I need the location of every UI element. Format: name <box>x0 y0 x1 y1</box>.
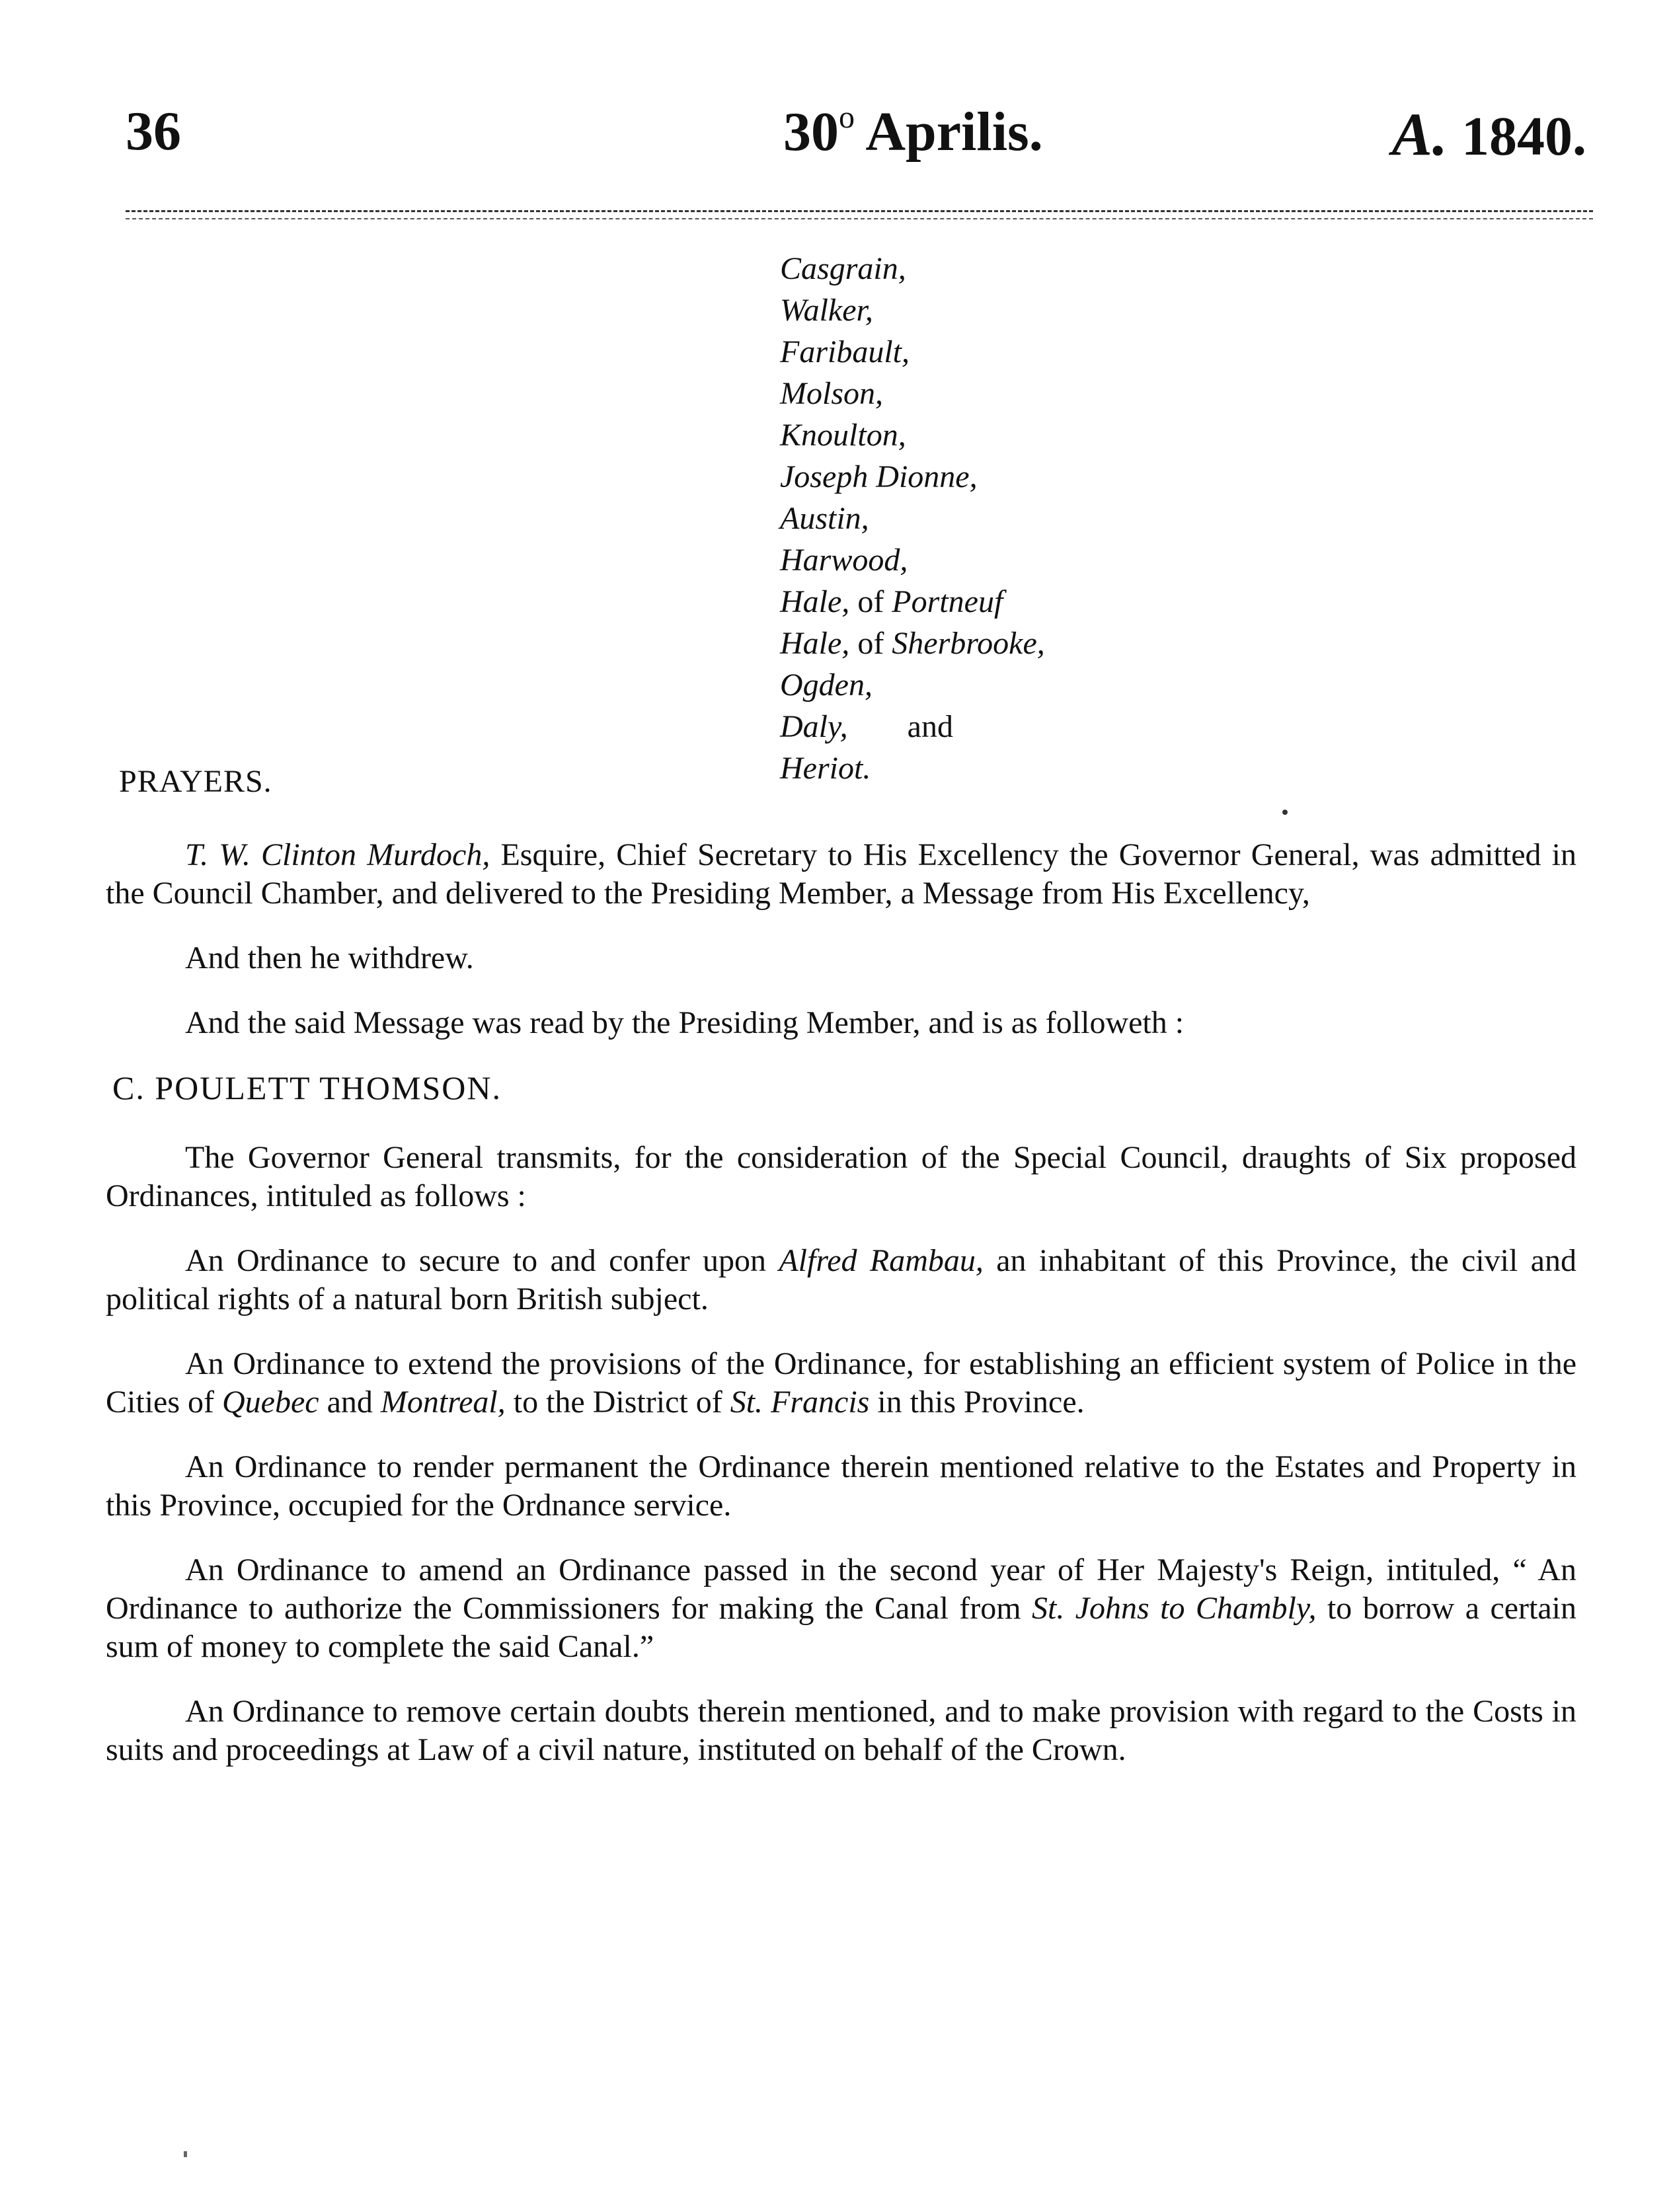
member-name: Knoulton, <box>780 418 906 453</box>
member-name: Ogden, <box>780 667 873 703</box>
page-number: 36 <box>126 100 181 162</box>
member-name: Hale, of Sherbrooke, <box>780 626 1045 661</box>
paragraph-transmits: The Governor General transmits, for the consideration of the Special Council, draughts of Six proposed Ordinances, intituled as follows : <box>106 1140 1576 1213</box>
member-name: Walker, <box>780 293 873 328</box>
ink-mark <box>1282 810 1288 815</box>
ordinance-naturalization: An Ordinance to secure to and confer upon Alfred Rambau, an inhabitant of this Province, the civil and political rights of a natural born British subject. <box>106 1243 1576 1316</box>
date-month: Aprilis. <box>865 101 1043 163</box>
ordinance-canal: An Ordinance to amend an Ordinance passed in the second year of Her Majesty's Reign, intituled, “ An Ordinance to authorize the Commissioners for making the Canal from St. Johns to Chambly, to borrow a certain sum of money to complete the said Canal.” <box>106 1552 1577 1664</box>
signature-line: C. POULETT THOMSON. <box>112 1069 502 1106</box>
paragraph-secretary-arrival: T. W. Clinton Murdoch, Esquire, Chief Secretary to His Excellency the Governor General, was admitted in the Council Chamber, and delivered to the Presiding Member, a Message from His Excellency, <box>106 837 1576 911</box>
year-prefix: A. <box>1391 100 1448 168</box>
member-name: Faribault, <box>780 334 910 369</box>
year-value: 1840. <box>1461 106 1586 167</box>
date-day: 30 <box>783 101 839 163</box>
page-header <box>119 99 1586 185</box>
member-name: Hale, of Portneuf <box>780 584 1003 619</box>
prayers-heading: PRAYERS. <box>119 764 272 799</box>
member-name: Casgrain, <box>780 251 906 286</box>
and-word: and <box>907 709 953 744</box>
paragraph-withdrew: And then he withdrew. <box>185 940 474 975</box>
members-list <box>780 248 1375 789</box>
member-name: Austin, <box>780 501 869 536</box>
member-name: Heriot. <box>780 751 871 786</box>
minutes-body <box>106 836 1576 1796</box>
member-name: Harwood, <box>780 543 908 578</box>
ordinance-ordnance: An Ordinance to render permanent the Ordinance therein mentioned relative to the Estates and Property in this Province, occupied for the Ordnance service. <box>106 1449 1576 1523</box>
header-rule <box>126 210 1593 212</box>
date-superscript: o <box>839 100 855 135</box>
member-name: Daly, and <box>780 706 1375 747</box>
header-date <box>783 99 1043 164</box>
ordinance-police: An Ordinance to extend the provisions of the Ordinance, for establishing an efficient system of Police in the Cities of Quebec and Montreal, to the District of St. Francis in this Province. <box>106 1346 1576 1420</box>
header-year <box>1392 99 1586 169</box>
member-name: Molson, <box>780 376 883 411</box>
member-name: Joseph Dionne, <box>780 459 978 494</box>
paragraph-message-read: And the said Message was read by the Presiding Member, and is as followeth : <box>185 1005 1185 1040</box>
ordinance-crown-costs: An Ordinance to remove certain doubts therein mentioned, and to make provision with regard to the Costs in suits and proceedings at Law of a civil nature, instituted on behalf of the Crown. <box>106 1694 1576 1767</box>
ink-speck <box>184 2151 187 2157</box>
header-rule-secondary <box>126 218 1593 219</box>
